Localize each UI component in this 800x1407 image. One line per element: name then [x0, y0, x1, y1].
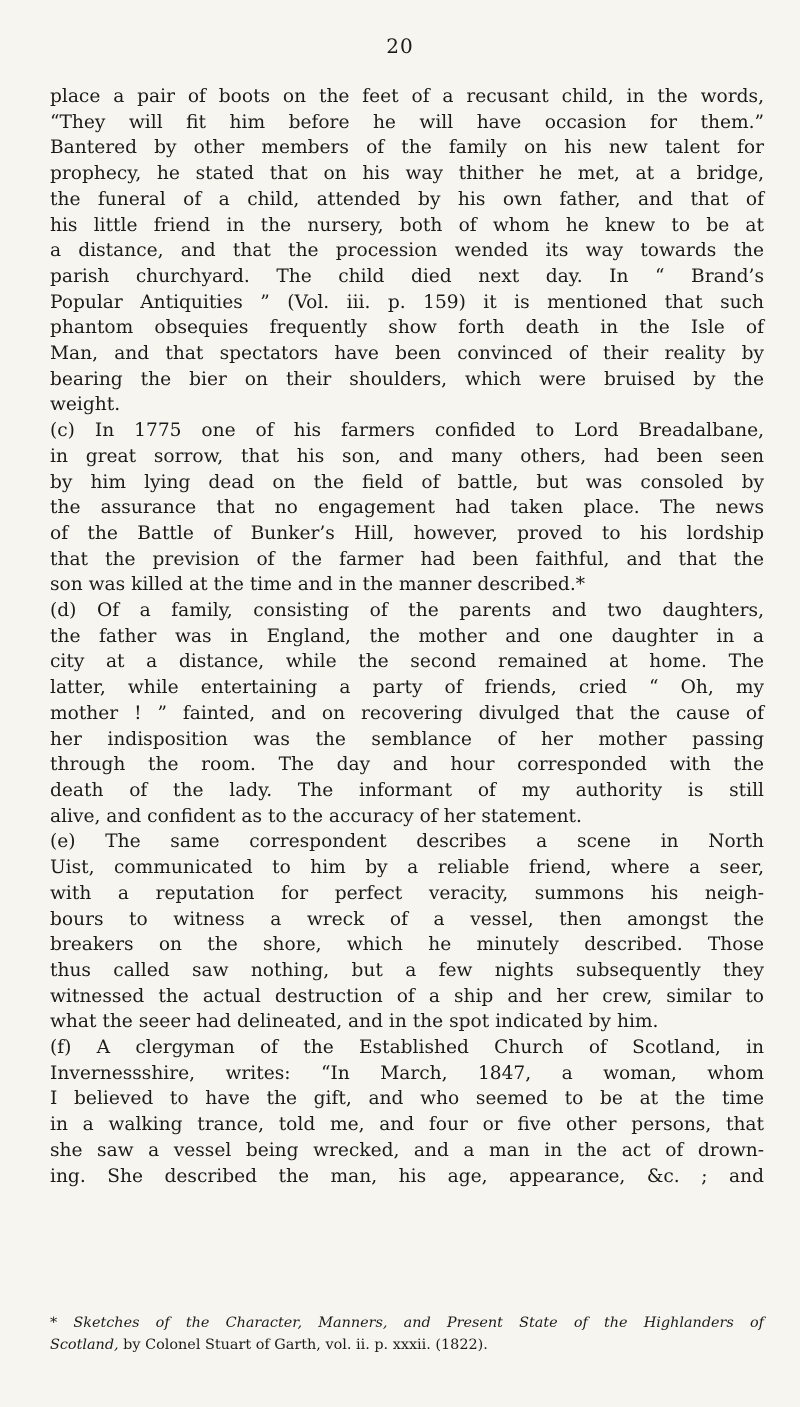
text-line: prophecy, he stated that on his way thither he met, at a bridge,: [50, 163, 764, 185]
text-line: place a pair of boots on the feet of a recusant child, in the words,: [50, 86, 764, 107]
text-line: weight.: [50, 394, 121, 416]
footnote: [50, 1312, 764, 1356]
text-line: his little friend in the nursery, both of whom he knew to be at: [50, 214, 764, 236]
text-line: the father was in England, the mother and one daughter in a: [50, 625, 764, 647]
footnote-book-title: Sketches of the Character, Manners, and Present State of the Highlanders of: [73, 1315, 764, 1331]
text-line: Bantered by other members of the family on his new talent for: [50, 137, 764, 159]
text-line: thus called saw nothing, but a few nights subsequently they: [50, 959, 764, 981]
text-line: bours to witness a wreck of a vessel, then amongst the: [50, 908, 764, 930]
text-line: (c) In 1775 one of his farmers confided to Lord Breadalbane,: [50, 420, 764, 442]
text-line: of the Battle of Bunker’s Hill, however, proved to his lordship: [50, 522, 764, 544]
text-line: death of the lady. The informant of my authority is still: [50, 779, 764, 801]
text-line: Uist, communicated to him by a reliable friend, where a seer,: [50, 857, 764, 879]
text-line: the funeral of a child, attended by his own father, and that of: [50, 188, 764, 210]
text-line: that the prevision of the farmer had been faithful, and that the: [50, 548, 764, 570]
text-line: parish churchyard. The child died next day. In “ Brand’s: [50, 265, 764, 287]
text-line: bearing the bier on their shoulders, which were bruised by the: [50, 368, 764, 390]
text-line: latter, while entertaining a party of friends, cried “ Oh, my: [50, 677, 764, 699]
text-line: she saw a vessel being wrecked, and a man in the act of drown-: [50, 1139, 764, 1161]
footnote-book-title-cont: Scotland,: [50, 1337, 119, 1353]
text-line: Man, and that spectators have been convinced of their reality by: [50, 343, 764, 365]
body-text: [50, 84, 764, 1189]
text-line: alive, and confident as to the accuracy of her statement.: [50, 805, 582, 827]
text-line: a distance, and that the procession wended its way towards the: [50, 240, 764, 262]
footnote-marker: *: [50, 1315, 74, 1331]
text-line: the assurance that no engagement had taken place. The news: [50, 497, 764, 519]
text-line: her indisposition was the semblance of her mother passing: [50, 728, 764, 750]
text-line: Invernessshire, writes: “In March, 1847, a woman, whom: [50, 1062, 764, 1084]
text-line: what the seeer had delineated, and in the spot indicated by him.: [50, 1011, 659, 1033]
text-line: by him lying dead on the field of battle, but was consoled by: [50, 471, 764, 493]
text-line: (e) The same correspondent describes a scene in North: [50, 831, 764, 853]
text-line: ing. She described the man, his age, appearance, &c. ; and: [50, 1165, 764, 1187]
footnote-line: [50, 1334, 764, 1356]
footnote-citation: by Colonel Stuart of Garth, vol. ii. p. xxxii. (1822).: [118, 1337, 488, 1353]
text-line: city at a distance, while the second remained at home. The: [50, 651, 764, 673]
text-line: mother ! ” fainted, and on recovering divulged that the cause of: [50, 702, 764, 724]
text-line: “They will fit him before he will have occasion for them.”: [50, 111, 764, 133]
text-line: with a reputation for perfect veracity, summons his neigh-: [50, 882, 764, 904]
footnote-line: [50, 1312, 764, 1334]
text-line: Popular Antiquities ” (Vol. iii. p. 159) it is mentioned that such: [50, 291, 764, 313]
text-line: I believed to have the gift, and who seemed to be at the time: [50, 1088, 764, 1110]
text-line: through the room. The day and hour corresponded with the: [50, 754, 764, 776]
text-line: son was killed at the time and in the manner described.*: [50, 574, 586, 596]
text-line: phantom obsequies frequently show forth death in the Isle of: [50, 317, 764, 339]
text-line: (f) A clergyman of the Established Church of Scotland, in: [50, 1037, 764, 1059]
page-number: 20: [386, 34, 414, 58]
text-line: witnessed the actual destruction of a ship and her crew, similar to: [50, 985, 764, 1007]
text-line: (d) Of a family, consisting of the parents and two daughters,: [50, 600, 764, 622]
text-line: in great sorrow, that his son, and many others, had been seen: [50, 445, 764, 467]
text-line: breakers on the shore, which he minutely described. Those: [50, 934, 764, 956]
text-line: in a walking trance, told me, and four or five other persons, that: [50, 1114, 764, 1136]
